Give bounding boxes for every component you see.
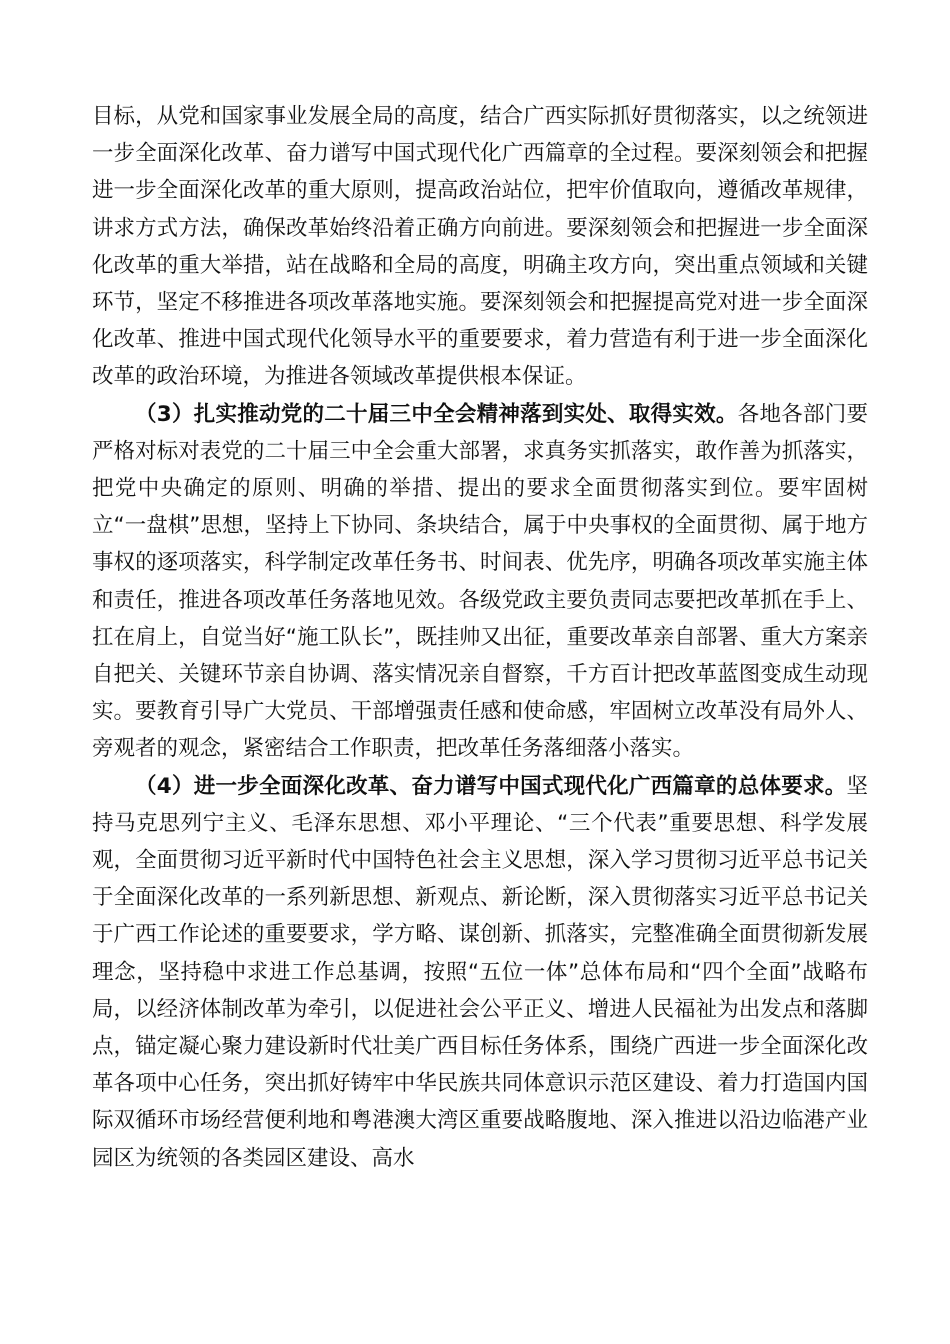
paragraph-text: 各地各部门要严格对标对表党的二十届三中全会重大部署，求真务实抓落实，敢作善为抓落实，把党中央确定的原则、明确的举措、提出的要求全面贯彻落实到位。要牢固树立“一盘棋”思想，坚持上下协同、条块结合，属于中央事权的全面贯彻、属于地方事权的逐项落实，科学制定改革任务书、时间表、优先序，明确各项改革实施主体和责任，推进各项改革任务落地见效。各级党政主要负责同志要把改革抓在手上、扛在肩上，自觉当好“施工队长”，既挂帅又出征，重要改革亲自部署、重大方案亲自把关、关键环节亲自协调、落实情况亲自督察，千方百计把改革蓝图变成生动现实。要教育引导广大党员、干部增强责任感和使命感，牢固树立改革没有局外人、旁观者的观念，紧密结合工作职责，把改革任务落细落小落实。 — [92, 401, 868, 762]
paragraph-section-4 — [92, 768, 868, 1177]
paragraph-section-3 — [92, 396, 868, 768]
section-heading: （4）进一步全面深化改革、奋力谱写中国式现代化广西篇章的总体要求。 — [135, 773, 847, 799]
section-heading: （3）扎实推动党的二十届三中全会精神落到实处、取得实效。 — [135, 401, 738, 427]
paragraph-text: 坚持马克思列宁主义、毛泽东思想、邓小平理论、“三个代表”重要思想、科学发展观，全面贯彻习近平新时代中国特色社会主义思想，深入学习贯彻习近平总书记关于全面深化改革的一系列新思想、新观点、新论断，深入贯彻落实习近平总书记关于广西工作论述的重要要求，学方略、谋创新、抓落实，完整准确全面贯彻新发展理念，坚持稳中求进工作总基调，按照“五位一体”总体布局和“四个全面”战略布局，以经济体制改革为牵引，以促进社会公平正义、增进人民福祉为出发点和落脚点，锚定凝心聚力建设新时代壮美广西目标任务体系，围绕广西进一步全面深化改革各项中心任务，突出抓好铸牢中华民族共同体意识示范区建设、着力打造国内国际双循环市场经营便利地和粤港澳大湾区重要战略腹地、深入推进以沿边临港产业园区为统领的各类园区建设、高水 — [92, 773, 868, 1171]
paragraph-continuation — [92, 98, 868, 396]
paragraph-text: 目标，从党和国家事业发展全局的高度，结合广西实际抓好贯彻落实，以之统领进一步全面深化改革、奋力谱写中国式现代化广西篇章的全过程。要深刻领会和把握进一步全面深化改革的重大原则，提高政治站位，把牢价值取向，遵循改革规律，讲求方式方法，确保改革始终沿着正确方向前进。要深刻领会和把握进一步全面深化改革的重大举措，站在战略和全局的高度，明确主攻方向，突出重点领域和关键环节，坚定不移推进各项改革落地实施。要深刻领会和把握提高党对进一步全面深化改革、推进中国式现代化领导水平的重要要求，着力营造有利于进一步全面深化改革的政治环境，为推进各领域改革提供根本保证。 — [92, 104, 868, 390]
